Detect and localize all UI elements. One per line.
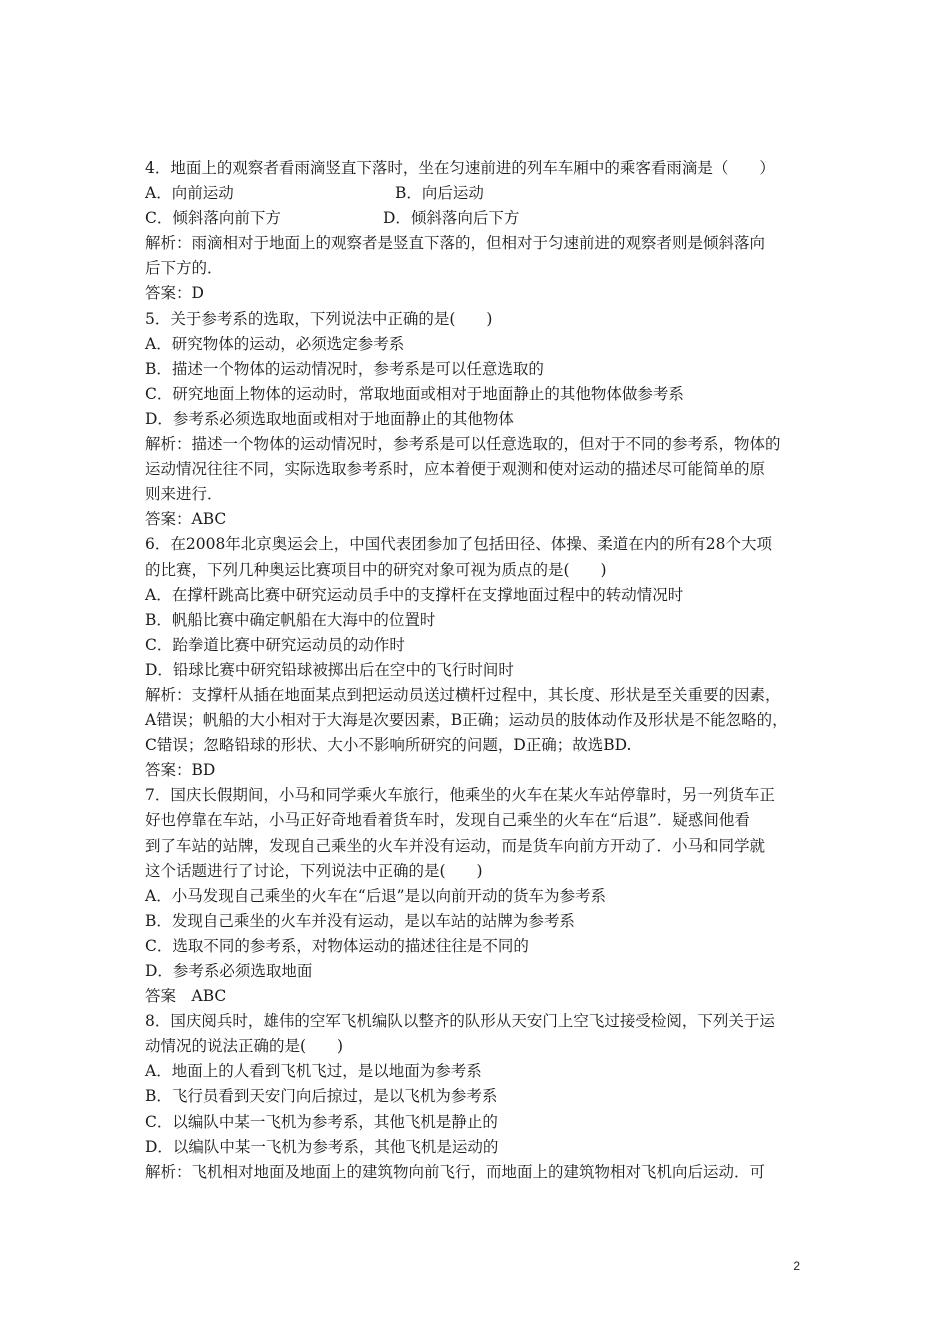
option-c: C．以编队中某一飞机为参考系，其他飞机是静止的 xyxy=(145,1112,498,1131)
question-7-answer: 答案 ABC xyxy=(145,987,227,1006)
option-b: B．向后运动 xyxy=(395,184,484,203)
question-6-analysis: A错误；帆船的大小相对于大海是次要因素，B正确；运动员的肢体动作及形状是不能忽略的， xyxy=(145,711,788,730)
question-8-stem: 8．国庆阅兵时，雄伟的空军飞机编队以整齐的队形从天安门上空飞过接受检阅，下列关于运 xyxy=(145,1012,775,1031)
question-7-stem: 好也停靠在车站，小马正好奇地看着货车时，发现自己乘坐的火车在“后退”．疑惑间他看 xyxy=(145,811,750,830)
option-b: B．发现自己乘坐的火车并没有运动，是以车站的站牌为参考系 xyxy=(145,911,575,930)
question-5-stem: 5．关于参考系的选取，下列说法中正确的是( ) xyxy=(145,309,493,328)
option-b: B．飞行员看到天安门向后掠过，是以飞机为参考系 xyxy=(145,1087,498,1106)
option-d: D．参考系必须选取地面或相对于地面静止的其他物体 xyxy=(145,409,514,428)
question-5-analysis: 运动情况往往不同，实际选取参考系时，应本着便于观测和使对运动的描述尽可能简单的原 xyxy=(145,460,766,479)
option-a: A．地面上的人看到飞机飞过，是以地面为参考系 xyxy=(145,1062,482,1081)
question-6-analysis: C错误；忽略铅球的形状、大小不影响所研究的问题，D正确；故选BD. xyxy=(145,736,632,755)
question-4-stem: 4．地面上的观察者看雨滴竖直下落时，坐在匀速前进的列车车厢中的乘客看雨滴是（ ） xyxy=(145,159,775,177)
option-d: D．倾斜落向后下方 xyxy=(383,209,520,228)
option-a: A．小马发现自己乘坐的火车在“后退”是以向前开动的货车为参考系 xyxy=(145,886,607,905)
question-4-options-cd xyxy=(145,206,815,231)
option-d: D．铅球比赛中研究铅球被掷出后在空中的飞行时间时 xyxy=(145,660,514,679)
option-c: C．选取不同的参考系，对物体运动的描述往往是不同的 xyxy=(145,936,529,955)
option-a: A．在撑杆跳高比赛中研究运动员手中的支撑杆在支撑地面过程中的转动情况时 xyxy=(145,585,684,604)
option-d: D．以编队中某一飞机为参考系，其他飞机是运动的 xyxy=(145,1137,499,1156)
question-4-answer: 答案：D xyxy=(145,284,204,303)
question-5-analysis: 则来进行． xyxy=(145,485,223,504)
question-8-stem: 动情况的说法正确的是( ) xyxy=(145,1037,344,1056)
option-c: C．跆拳道比赛中研究运动员的动作时 xyxy=(145,635,405,654)
question-7-stem: 这个话题进行了讨论，下列说法中正确的是( ) xyxy=(145,861,483,880)
page-number: 2 xyxy=(793,1259,800,1273)
option-a: A．向前运动 xyxy=(145,184,234,203)
question-7-stem: 7．国庆长假期间，小马和同学乘火车旅行，他乘坐的火车在某火车站停靠时，另一列货车正 xyxy=(145,786,775,805)
option-c: C．倾斜落向前下方 xyxy=(145,209,281,228)
question-4-options-ab xyxy=(145,181,815,206)
option-b: B．帆船比赛中确定帆船在大海中的位置时 xyxy=(145,610,436,629)
question-6-stem: 6．在2008年北京奥运会上，中国代表团参加了包括田径、体操、柔道在内的所有28个大项 xyxy=(145,535,773,554)
option-a: A．研究物体的运动，必须选定参考系 xyxy=(145,334,405,353)
question-4-analysis: 后下方的． xyxy=(145,259,223,278)
question-5-analysis: 解析：描述一个物体的运动情况时，参考系是可以任意选取的，但对于不同的参考系，物体的 xyxy=(145,435,781,454)
page-content xyxy=(145,156,815,1185)
question-6-stem: 的比赛，下列几种奥运比赛项目中的研究对象可视为质点的是( ) xyxy=(145,560,607,579)
question-8-analysis: 解析：飞机相对地面及地面上的建筑物向前飞行，而地面上的建筑物相对飞机向后运动．可 xyxy=(145,1162,766,1181)
question-6-analysis: 解析：支撑杆从插在地面某点到把运动员送过横杆过程中，其长度、形状是至关重要的因素， xyxy=(145,685,781,704)
option-c: C．研究地面上物体的运动时，常取地面或相对于地面静止的其他物体做参考系 xyxy=(145,384,684,403)
question-5-answer: 答案：ABC xyxy=(145,510,227,529)
option-b: B．描述一个物体的运动情况时，参考系是可以任意选取的 xyxy=(145,359,544,378)
option-d: D．参考系必须选取地面 xyxy=(145,962,313,980)
question-7-stem: 到了车站的站牌，发现自己乘坐的火车并没有运动，而是货车向前方开动了．小马和同学就 xyxy=(145,836,766,855)
question-4-analysis: 解析：雨滴相对于地面上的观察者是竖直下落的，但相对于匀速前进的观察者则是倾斜落向 xyxy=(145,234,766,253)
question-6-answer: 答案：BD xyxy=(145,761,216,780)
